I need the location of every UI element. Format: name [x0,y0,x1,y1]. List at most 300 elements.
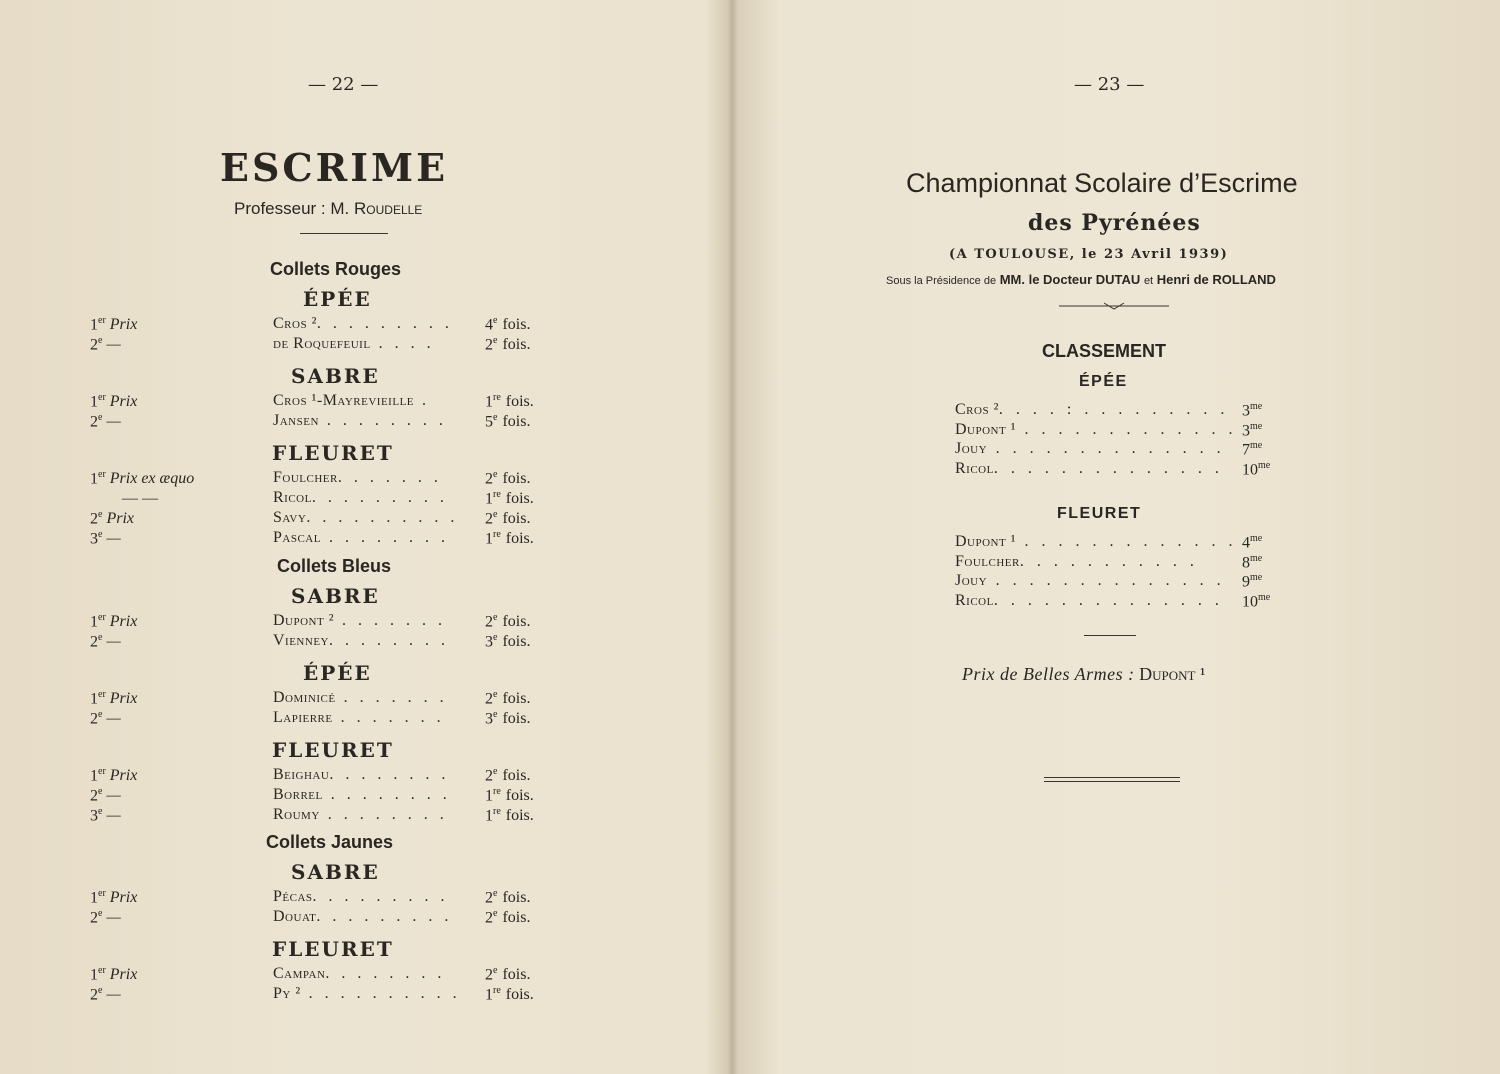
rank-number: 1 [90,613,98,631]
rank-word: Prix [109,690,138,708]
rank-label [90,509,134,528]
weapon-heading: FLEURET [272,937,394,961]
count-number: 2 [485,336,493,354]
place-suffix: me [1250,420,1263,432]
rank-label [90,392,137,411]
fencer-name-text: Cros ² [273,315,317,332]
rank-label [90,469,194,488]
rank-suffix: e [98,632,103,643]
count-number: 1 [485,393,493,411]
weapon-heading: ÉPÉE [303,661,372,685]
rank-word: — [106,633,121,651]
rank-word: — [106,986,121,1004]
win-count [485,709,530,728]
rank-number: 1 [90,470,98,488]
result-row [0,709,722,729]
count-word: fois. [502,889,531,907]
result-row [0,412,722,432]
fencer-name [273,509,458,527]
belles-armes-name: Dupont ¹ [1139,664,1206,684]
rank-suffix: e [98,908,103,919]
count-number: 5 [485,413,493,431]
leader-dots: . . . . . . . . [329,766,450,783]
result-row [0,888,722,908]
count-number: 2 [485,966,493,984]
rank-label [90,632,121,651]
count-number: 2 [485,767,493,785]
classement-row [724,421,1500,441]
rank-suffix: er [98,315,106,326]
leader-dots: . . . . . . . . . [311,489,448,506]
fencer-name [273,315,453,333]
fencer-name [273,529,449,547]
count-word: fois. [502,633,531,651]
classement-row [724,401,1500,421]
rank-label [90,786,121,805]
win-count [485,766,530,785]
leader-dots: . . . . . . . . [329,632,449,649]
fencer-name-text: Roumy [273,806,320,823]
count-suffix: re [493,786,501,797]
fencer-name-text: Ricol [955,459,994,477]
count-number: 2 [485,510,493,528]
presidency-names-2: Henri de ROLLAND [1156,272,1276,287]
rank-number: 2 [90,336,98,354]
rank-suffix: er [98,392,106,403]
location-date: (A TOULOUSE, le 23 Avril 1939) [949,247,1229,262]
fencer-name-text: Lapierre [273,709,333,726]
leader-dots: . . . . [370,335,435,352]
leader-dots: . . . . . . . . . . [306,509,459,526]
end-rule-bottom [1044,781,1180,782]
left-page [0,0,722,1074]
fencer-name [273,908,452,926]
placement [1242,460,1270,479]
win-count [485,806,534,825]
fencer-name [273,965,445,983]
win-count [485,489,534,508]
win-count [485,632,530,651]
count-number: 2 [485,613,493,631]
presidency-prefix: Sous la Présidence de [886,275,997,287]
fencer-name-text: Jouy [955,440,988,457]
rank-word: Prix ex æquo [109,470,195,488]
count-word: fois. [502,336,531,354]
rank-label [90,888,137,907]
rank-suffix: er [98,766,106,777]
fencer-name-text: Ricol [273,489,312,506]
presidency-names: MM. le Docteur DUTAU [999,272,1141,287]
rank-number: 2 [90,413,98,431]
count-suffix: e [493,509,498,520]
placement [1242,553,1262,572]
end-rule-top [1044,777,1180,778]
count-word: fois. [505,807,534,825]
rank-label [90,985,121,1004]
professor-label: Professeur : M. [234,199,350,218]
rank-number: 2 [90,787,98,805]
rank-label [90,709,121,728]
leader-dots: . . . . . . . [337,469,442,486]
presidency-et: et [1143,275,1154,287]
result-row [0,392,722,412]
fencer-name [273,766,449,784]
count-word: fois. [502,510,531,528]
win-count [485,469,530,488]
count-word: fois. [502,966,531,984]
count-word: fois. [502,690,531,708]
count-suffix: e [493,709,498,720]
rank-label [90,908,121,927]
count-number: 1 [485,807,493,825]
page-number-right: — 23 — [1074,74,1145,95]
rank-word: — [106,909,121,927]
count-suffix: re [493,489,501,500]
leader-dots: . . . . : . . . . . . . . . [998,401,1229,418]
fencer-name-text: Savy [273,509,307,526]
fencer-name-text: Jouy [955,572,988,589]
count-number: 4 [485,316,493,334]
count-suffix: e [493,469,498,480]
rank-label [90,335,121,354]
rank-suffix: e [98,509,103,520]
result-row [0,489,722,509]
count-number: 1 [485,530,493,548]
championship-subtitle: des Pyrénées [1028,210,1201,236]
rank-word: Prix [106,510,134,528]
leader-dots: . . . . . . . . [318,412,447,429]
fencer-name [955,401,1229,419]
fencer-name-text: Cros ² [955,401,999,418]
weapon-heading: FLEURET [272,738,394,762]
fencer-name [273,489,448,507]
leader-dots: . . . . . . . [334,612,447,629]
fencer-name-text: Dupont ² [273,612,335,629]
placement [1242,440,1262,459]
rank-label [90,529,121,548]
result-row [0,806,722,826]
weapon-heading: FLEURET [272,441,394,465]
leader-dots: . . . . . . . . . . . [1019,552,1199,570]
rank-word: — [106,413,121,431]
collet-heading: Collets Rouges [270,259,402,279]
leader-dots: . . . . . . . . . . . . . . [987,440,1226,457]
fencer-name [273,632,449,650]
win-count [485,392,534,411]
rank-word: — [106,710,121,728]
classement-row [724,533,1500,553]
count-suffix: re [493,985,501,996]
count-word: fois. [505,986,534,1004]
result-row [0,985,722,1005]
rank-word: Prix [109,613,138,631]
weapon-heading: ÉPÉE [303,287,372,311]
leader-dots: . [414,392,431,409]
fencer-name-text: Douat [273,908,317,925]
win-count [485,689,530,708]
place-number: 9 [1242,573,1250,591]
fencer-name [955,460,1223,478]
leader-dots: . . . . . . . . . . . . . . [993,591,1224,609]
rank-suffix: er [98,888,106,899]
result-row [0,509,722,529]
count-suffix: e [493,632,498,643]
fencer-name [273,689,448,707]
leader-dots: . . . . . . . . . [316,315,453,332]
place-suffix: me [1250,401,1263,412]
place-suffix: me [1258,591,1271,603]
fencer-name-text: Dupont ¹ [955,420,1017,438]
count-word: fois. [505,490,534,508]
rank-suffix: er [98,469,106,480]
fencer-name [273,335,435,353]
classement-heading: CLASSEMENT [1042,341,1167,361]
fencer-name [273,709,445,727]
rank-word: Prix [109,393,138,411]
rank-word: — [106,807,121,825]
placement [1242,572,1262,591]
fencer-name-text: Borrel [273,786,323,803]
count-suffix: e [493,335,498,346]
count-suffix: re [493,392,501,403]
weapon-heading: SABRE [291,364,380,388]
rank-number: 2 [90,633,98,651]
result-row [0,786,722,806]
leader-dots: . . . . . . . . [325,965,446,982]
fencer-name [273,412,447,430]
fencer-name [273,786,451,804]
count-suffix: e [493,888,498,899]
leader-dots: . . . . . . . [332,709,445,726]
rank-label [118,489,158,508]
result-row [0,612,722,632]
leader-dots: . . . . . . . . [320,529,449,546]
flourish-divider [1059,299,1169,313]
place-number: 10 [1242,460,1258,478]
fencer-name-text: Cros ¹-Mayrevieille [273,392,415,409]
collet-heading: Collets Bleus [277,556,392,576]
fencer-name [955,553,1198,571]
classement-weapon-heading: ÉPÉE [1079,373,1128,390]
win-count [485,335,530,354]
fencer-name-text: Pascal [273,529,321,546]
classement-row [724,460,1500,480]
classement-weapon-heading: FLEURET [1057,505,1142,522]
win-count [485,315,530,334]
rank-word: Prix [109,767,138,785]
rank-word: Prix [109,966,138,984]
place-suffix: me [1250,440,1263,451]
section-divider [1084,635,1136,636]
count-word: fois. [502,316,531,334]
belles-armes-line [962,664,1205,685]
rank-number: 3 [90,807,98,825]
page-number-left: — 22 — [308,74,379,95]
rank-word: — [106,336,121,354]
count-suffix: e [493,689,498,700]
rank-word: — — [122,490,158,508]
place-number: 10 [1242,592,1258,610]
count-suffix: e [493,766,498,777]
result-row [0,335,722,355]
rank-label [90,412,121,431]
fencer-name [273,985,461,1003]
placement [1242,533,1262,552]
rank-suffix: e [98,709,103,720]
leader-dots: . . . . . . . . . . . . . [1016,533,1238,550]
win-count [485,965,530,984]
rank-number: 1 [90,316,98,334]
leader-dots: . . . . . . . [335,689,448,706]
fencer-name-text: Ricol [955,591,994,609]
count-suffix: e [493,412,498,423]
count-suffix: re [493,529,501,540]
result-row [0,315,722,335]
championship-title: Championnat Scolaire d’Escrime [906,168,1298,198]
win-count [485,612,530,631]
count-number: 3 [485,710,493,728]
classement-row [724,440,1500,460]
count-number: 1 [485,490,493,508]
fencer-name-text: Vienney [273,632,329,649]
count-number: 1 [485,787,493,805]
rank-label [90,689,137,708]
fencer-name-text: Foulcher [955,552,1020,570]
fencer-name-text: Jansen [273,412,319,429]
result-row [0,766,722,786]
leader-dots: . . . . . . . . . . . . . . [993,459,1224,477]
fencer-name [955,572,1225,590]
fencer-name-text: Dominicé [273,689,336,706]
result-row [0,689,722,709]
count-suffix: e [493,612,498,623]
count-word: fois. [502,470,531,488]
fencer-name-text: Beighau [273,766,330,783]
rank-suffix: er [98,965,106,976]
rank-suffix: e [98,412,103,423]
title-divider [300,233,388,234]
leader-dots: . . . . . . . . . [316,908,453,925]
rank-suffix: e [98,529,103,540]
result-row [0,908,722,928]
rank-number: 2 [90,986,98,1004]
count-suffix: e [493,965,498,976]
weapon-heading: SABRE [291,860,380,884]
place-suffix: me [1250,572,1263,583]
result-row [0,469,722,489]
rank-number: 2 [90,710,98,728]
fencer-name [273,888,449,906]
count-word: fois. [505,787,534,805]
leader-dots: . . . . . . . . . . . . . . [987,572,1226,589]
place-suffix: me [1250,533,1263,544]
place-suffix: me [1258,459,1271,471]
win-count [485,888,530,907]
rank-number: 1 [90,393,98,411]
rank-suffix: e [98,985,103,996]
rank-suffix: e [98,786,103,797]
rank-label [90,806,121,825]
count-word: fois. [502,767,531,785]
count-word: fois. [502,613,531,631]
place-number: 7 [1242,441,1250,459]
fencer-name-text: Dupont ¹ [955,533,1017,550]
professor-name: Roudelle [354,199,423,218]
rank-word: Prix [109,316,138,334]
place-suffix: me [1250,552,1263,564]
fencer-name-text: Foulcher [273,469,338,486]
rank-label [90,766,137,785]
count-number: 2 [485,690,493,708]
count-number: 2 [485,889,493,907]
count-number: 3 [485,633,493,651]
fencer-name [273,612,446,630]
placement [1242,401,1262,420]
leader-dots: . . . . . . . . . [312,888,449,905]
rank-word: — [106,787,121,805]
fencer-name-text: Py ² [273,985,301,1002]
classement-row [724,592,1500,612]
count-suffix: re [493,806,501,817]
count-suffix: e [493,908,498,919]
placement [1242,592,1270,611]
win-count [485,985,534,1004]
count-number: 1 [485,986,493,1004]
place-number: 8 [1242,553,1250,571]
classement-row [724,553,1500,573]
rank-label [90,315,137,334]
count-number: 2 [485,909,493,927]
win-count [485,509,530,528]
rank-suffix: er [98,612,106,623]
rank-number: 2 [90,909,98,927]
fencer-name [955,592,1223,610]
fencer-name [273,469,442,487]
fencer-name-text: de Roquefeuil [273,335,371,352]
fencer-name [955,421,1237,439]
presidency-line [886,272,1276,287]
count-word: fois. [502,909,531,927]
rank-label [90,965,137,984]
rank-number: 1 [90,966,98,984]
leader-dots: . . . . . . . . . . [300,985,461,1002]
count-word: fois. [502,710,531,728]
classement-row [724,572,1500,592]
fencer-name [955,440,1225,458]
weapon-heading: SABRE [291,584,380,608]
rank-suffix: er [98,689,106,700]
leader-dots: . . . . . . . . [322,786,451,803]
count-word: fois. [505,393,534,411]
rank-suffix: e [98,335,103,346]
count-number: 2 [485,470,493,488]
fencer-name-text: Pécas [273,888,313,905]
rank-number: 1 [90,767,98,785]
fencer-name-text: Campan [273,965,326,982]
placement [1242,421,1262,440]
page-title: ESCRIME [220,145,449,190]
result-row [0,965,722,985]
place-number: 4 [1242,534,1250,552]
win-count [485,529,534,548]
rank-suffix: e [98,806,103,817]
right-page [724,0,1500,1074]
place-number: 3 [1242,421,1250,439]
belles-armes-label: Prix de Belles Armes : [962,664,1135,684]
rank-word: Prix [109,889,138,907]
count-suffix: e [493,315,498,326]
result-row [0,632,722,652]
